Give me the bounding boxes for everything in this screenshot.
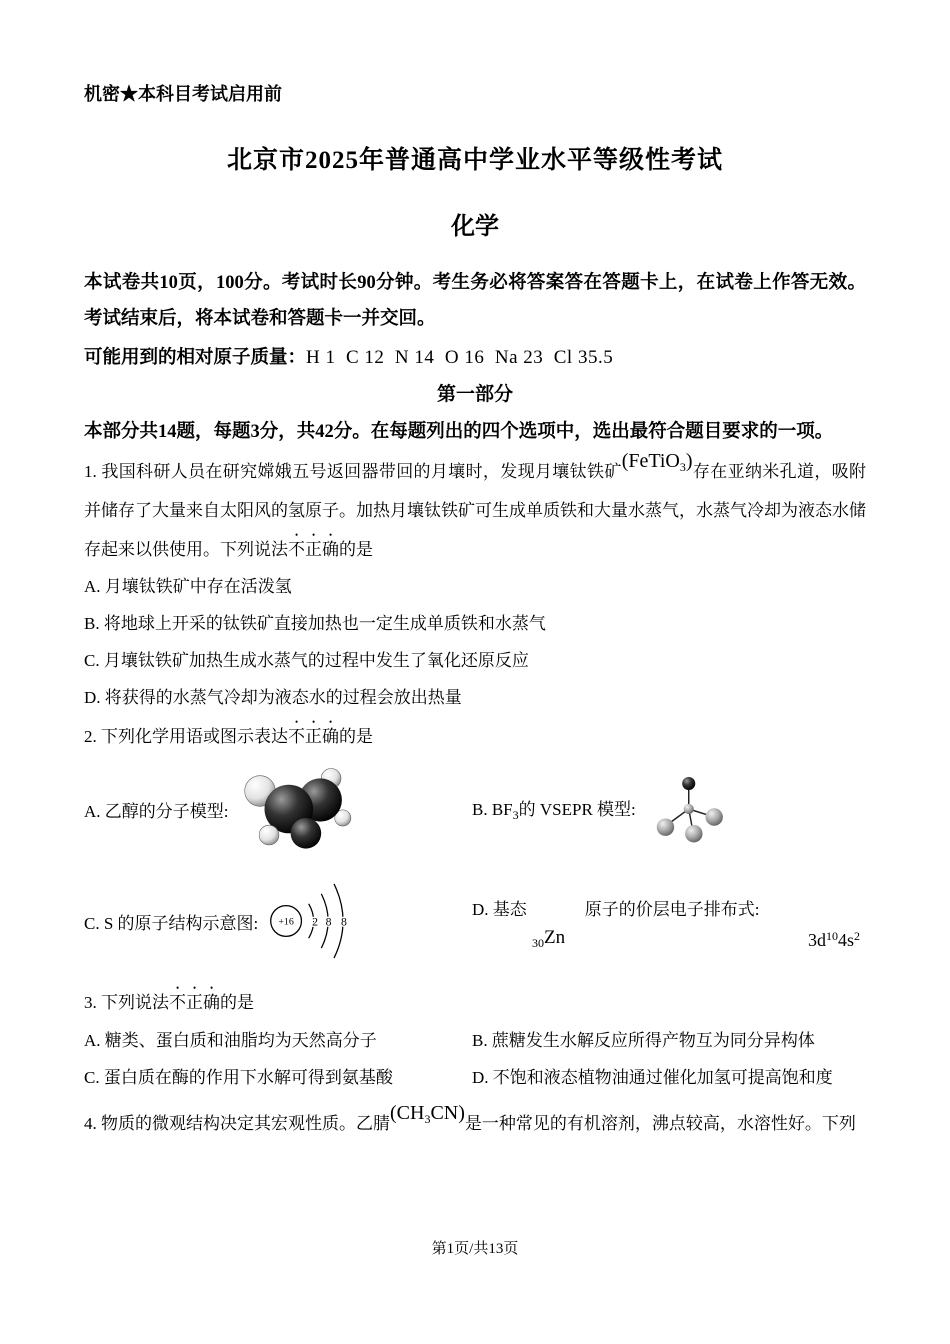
q3-option-b: B. 蔗糖发生水解反应所得产物互为同分异构体 <box>472 1030 815 1050</box>
shell-2-count: 8 <box>325 915 332 929</box>
q1-option-a: A. 月壤钛铁矿中存在活泼氢 <box>84 577 292 597</box>
q4-stem-text-pre: 4. 物质的微观结构决定其宏观性质。乙腈 <box>84 1113 390 1133</box>
exam-title: 北京市2025年普通高中学业水平等级性考试 <box>226 147 723 174</box>
q2-stem-text-end: 的是 <box>339 726 373 746</box>
sulfur-atom-structure-image <box>268 873 372 969</box>
econf-3d-count: 10 <box>825 929 838 944</box>
q1-stem-text-mid: 存在亚纳米孔道，吸附并储存了大量来自太阳风的氢原子。加热月壤钛铁矿可生成单质铁和大量水蒸气，水蒸气冷却为液态水储存起来以供使用。下列说法 <box>84 462 867 559</box>
confidential-notice: 机密★本科目考试启用前 <box>84 84 282 104</box>
q2-options-row-1 <box>84 757 866 861</box>
q1-formula-subscript: 3 <box>679 460 686 475</box>
exam-subject: 化学 <box>451 214 499 240</box>
q2-option-c <box>84 873 472 969</box>
atomic-masses-label: 可能用到的相对原子质量： <box>84 348 307 369</box>
q2-option-b <box>472 772 866 846</box>
q2-option-d-line <box>472 895 760 920</box>
econf-3d: 3d <box>807 930 826 951</box>
q1-option-c: C. 月壤钛铁矿加热生成水蒸气的过程中发生了氧化还原反应 <box>84 651 529 671</box>
q3-stem-emphasis: 不正确 <box>169 993 220 1013</box>
q2-bf3-subscript: 3 <box>512 808 519 823</box>
econf-4s-count: 2 <box>854 929 860 944</box>
nucleus-charge-label: +16 <box>278 916 295 928</box>
zinc-isotope-notation <box>532 927 565 951</box>
question-4-stem <box>84 1102 866 1145</box>
question-1-stem <box>84 450 866 568</box>
q3-option-c: C. 蛋白质在酶的作用下水解可得到氨基酸 <box>84 1067 393 1087</box>
q4-formula-base: (CH <box>390 1101 425 1124</box>
question-3-stem <box>84 983 866 1022</box>
shell-1-count: 2 <box>312 915 319 929</box>
q2-option-a-label: A. 乙醇的分子模型: <box>84 801 229 821</box>
q2-option-a <box>84 764 472 854</box>
q1-stem-emphasis: 不正确 <box>288 539 339 559</box>
q4-formula-subscript: 3 <box>424 1111 431 1126</box>
q2-options-row-2 <box>84 863 866 979</box>
electron-configuration <box>808 929 860 951</box>
exam-instructions: 本试卷共10页，100分。考试时长90分钟。考生务必将答案答在答题卡上，在试卷上作答无效。考试结束后，将本试卷和答题卡一并交回。 <box>84 273 866 330</box>
q2-option-b-text: B. BF <box>472 800 513 820</box>
q2-option-d-text-2: 原子的价层电子排布式: <box>584 900 760 920</box>
econf-4s: 4s <box>837 930 854 951</box>
q1-option-d: D. 将获得的水蒸气冷却为液态水的过程会放出热量 <box>84 688 462 708</box>
q3-stem-text-end: 的是 <box>220 993 254 1013</box>
q1-option-b: B. 将地球上开采的钛铁矿直接加热也一定生成单质铁和水蒸气 <box>84 614 546 634</box>
q3-stem-text-pre: 3. 下列说法 <box>84 993 169 1013</box>
q2-option-b-text-2: 的 VSEPR 模型: <box>518 800 636 820</box>
q3-option-d: D. 不饱和液态植物油通过催化加氢可提高饱和度 <box>472 1067 833 1087</box>
q1-stem-text-pre: 1. 我国科研人员在研究嫦娥五号返回器带回的月壤时，发现月壤钛铁矿 <box>84 462 622 482</box>
q3-options-row-2 <box>84 1059 866 1096</box>
atomic-masses-line <box>84 339 866 376</box>
q4-stem-text-post: 是一种常见的有机溶剂，沸点较高，水溶性好。下列 <box>464 1113 856 1133</box>
q3-option-a: A. 糖类、蛋白质和油脂均为天然高分子 <box>84 1030 377 1050</box>
q1-formula-base: (FeTiO <box>621 450 680 473</box>
ethanol-molecule-image <box>237 764 355 854</box>
q2-stem-emphasis: 不正确 <box>288 726 339 746</box>
q4-formula-ch3cn <box>390 1102 465 1124</box>
q2-option-c-label: C. S 的原子结构示意图: <box>84 913 259 933</box>
bf3-vsepr-model-image <box>648 772 728 846</box>
part1-description: 本部分共14题，每题3分，共42分。在每题列出的四个选项中，选出最符合题目要求的一项。 <box>84 422 834 443</box>
q4-formula-close: CN) <box>430 1101 465 1124</box>
q2-stem-text-pre: 2. 下列化学用语或图示表达 <box>84 726 288 746</box>
q1-formula-close: ) <box>685 450 693 473</box>
q1-formula-fetio3 <box>621 450 693 475</box>
zinc-atomic-number: 30 <box>532 936 544 951</box>
zinc-symbol: Zn <box>544 927 566 949</box>
shell-3-count: 8 <box>341 915 348 929</box>
q2-option-d <box>472 871 866 971</box>
q2-option-b-label <box>472 795 636 823</box>
atomic-masses-values: H 1 C 12 N 14 O 16 Na 23 Cl 35.5 <box>306 347 614 369</box>
q1-stem-text-end: 的是 <box>339 539 373 559</box>
page-number: 第1页/共13页 <box>431 1241 519 1257</box>
question-2-stem <box>84 717 866 756</box>
q2-option-d-text: D. 基态 <box>472 900 527 920</box>
q3-options-row-1 <box>84 1022 866 1059</box>
part1-title: 第一部分 <box>436 384 513 406</box>
